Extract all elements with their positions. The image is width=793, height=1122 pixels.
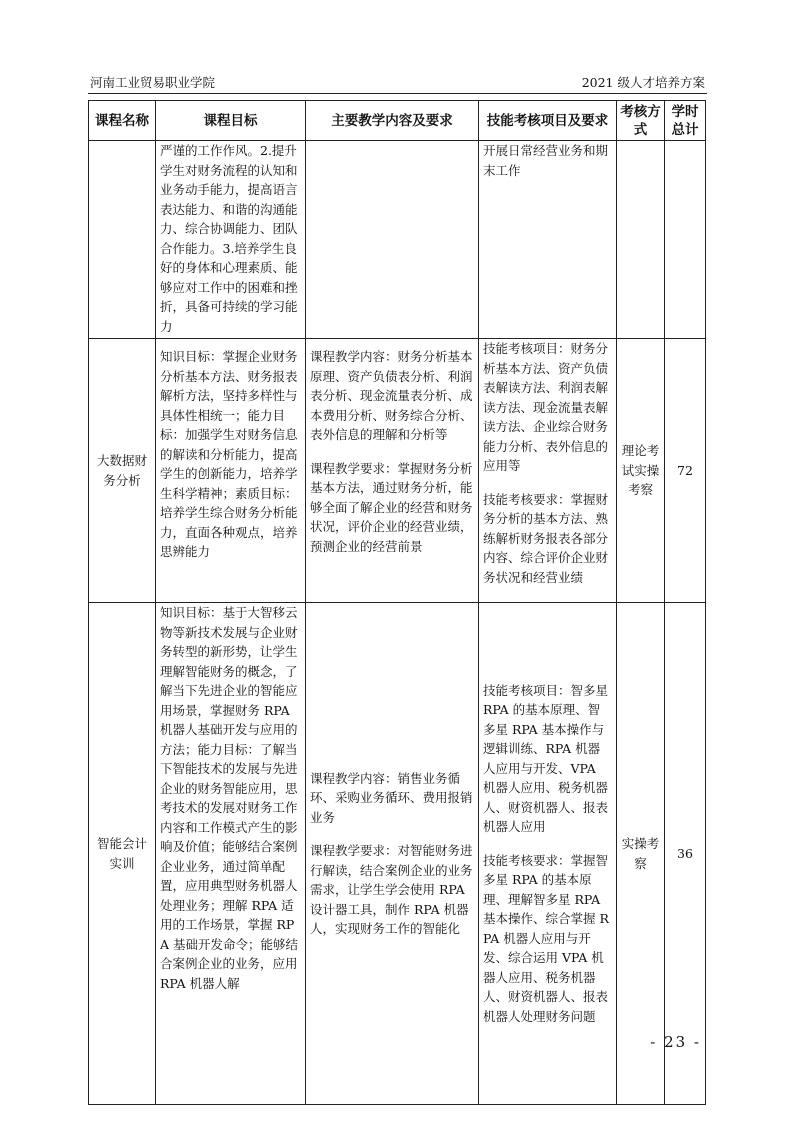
skill-items-text: 技能考核项目：智多星 RPA 的基本原理、智多星 RPA 基本操作与逻辑训练、RPA 机器人应用与开发、VPA 机器人应用、税务机器人、财资机器人、报表机器人应用: [483, 682, 609, 835]
assessment-method-cell: [617, 141, 665, 339]
total-hours-cell: 36: [665, 603, 706, 1105]
teaching-content-cell: [306, 141, 479, 339]
teaching-content-text: 课程教学内容：财务分析基本原理、资产负债表分析、利润表分析、现金流量表分析、成本费用分析、财务综合分析、表外信息的理解和分析等: [310, 349, 473, 442]
teaching-content-cell: [306, 603, 479, 1105]
page-header: [88, 73, 707, 93]
teaching-content-text: 课程教学内容：销售业务循环、采购业务循环、费用报销业务: [310, 770, 473, 825]
teaching-requirement-text: 课程教学要求：对智能财务进行解读，结合案例企业的业务需求，让学生学会使用 RPA 设计器工具，制作 RPA 机器人，实现财务工作的智能化: [310, 843, 473, 936]
skill-assessment-cell: [479, 141, 617, 339]
course-name-cell: 智能会计实训: [89, 603, 156, 1105]
column-header-total-hours: 学时总计: [665, 101, 706, 141]
course-goal-cell: [156, 339, 306, 603]
header-divider: [88, 93, 707, 94]
course-goal-text: 知识目标：掌握企业财务分析基本方法、财务报表解析方法，坚持多样性与具体性相统一；能力目标：加强学生对财务信息的解读和分析能力，提高学生的创新能力，培养学生科学精神；素质目标：培养学生综合财务分析能力，直面各种观点，培养思辨能力: [160, 349, 298, 559]
teaching-content-cell: [306, 339, 479, 603]
skill-requirement-text: 技能考核要求：掌握财务分析的基本方法、熟练解析财务报表各部分内容、综合评价企业财务状况和经营业绩: [483, 491, 609, 585]
skill-assessment-cell: [479, 603, 617, 1105]
table-row: [89, 603, 706, 1105]
skill-requirement-text: 技能考核要求：掌握智多星 RPA 的基本原理、理解智多星 RPA 基本操作、综合掌握 RPA 机器人应用与开发、综合运用 VPA 机器人应用、税务机器人、财资机器人、报表机器人处理财务问题: [483, 852, 609, 1024]
column-header-course-name: 课程名称: [89, 101, 156, 141]
column-header-assessment-method: 考核方式: [617, 101, 665, 141]
skill-items-text: 技能考核项目：财务分析基本方法、资产负债表解读方法、利润表解读方法、现金流量表解读方法、企业综合财务能力分析、表外信息的应用等: [483, 341, 609, 473]
teaching-requirement-text: 课程教学要求：掌握财务分析基本方法，通过财务分析，能够全面了解企业的经营和财务状况，评价企业的经营业绩，预测企业的经营前景: [310, 460, 473, 554]
table-header-row: [89, 101, 706, 141]
skill-assessment-cell: [479, 339, 617, 603]
column-header-skill-assessment: 技能考核项目及要求: [479, 101, 617, 141]
school-name: 河南工业贸易职业学院: [90, 75, 216, 90]
course-name-cell: 大数据财务分析: [89, 339, 156, 603]
page-number: - 23 -: [650, 1033, 701, 1051]
course-goal-text: 严谨的工作作风。2.提升学生对财务流程的认知和业务动手能力，提高语言表达能力、和谐的沟通能力、综合协调能力、团队合作能力。3.培养学生良好的身体和心理素质、能够应对工作中的困难和挫折，具备可持续的学习能力: [160, 143, 298, 334]
course-goal-cell: [156, 141, 306, 339]
total-hours-cell: [665, 141, 706, 339]
document-title: 2021 级人才培养方案: [581, 75, 705, 90]
skill-items-text: 开展日常经营业务和期末工作: [483, 143, 609, 178]
assessment-method-cell: 实操考察: [617, 603, 665, 1105]
assessment-method-cell: 理论考试实操考察: [617, 339, 665, 603]
curriculum-table: [88, 100, 706, 1105]
table-row: [89, 339, 706, 603]
course-goal-text: 知识目标：基于大智移云物等新技术发展与企业财务转型的新形势，让学生理解智能财务的概念，了解当下先进企业的智能应用场景，掌握财务 RPA 机器人基础开发与应用的方法；能力目标：了解当下智能技术的发展与先进企业的财务智能应用，思考技术的发展对财务工作内容和工作模式产生的影响及价值；能够结合案例企业业务，通过简单配置，应用典型财务机器人处理业务；理解 RPA 适用的工作场景，掌握 RPA 基础开发命令；能够结合案例企业的业务，应用 RPA 机器人解: [160, 605, 299, 991]
total-hours-cell: 72: [665, 339, 706, 603]
column-header-course-goal: 课程目标: [156, 101, 306, 141]
course-name-cell: [89, 141, 156, 339]
table-row: [89, 141, 706, 339]
course-goal-cell: [156, 603, 306, 1105]
column-header-teaching-content: 主要教学内容及要求: [306, 101, 479, 141]
